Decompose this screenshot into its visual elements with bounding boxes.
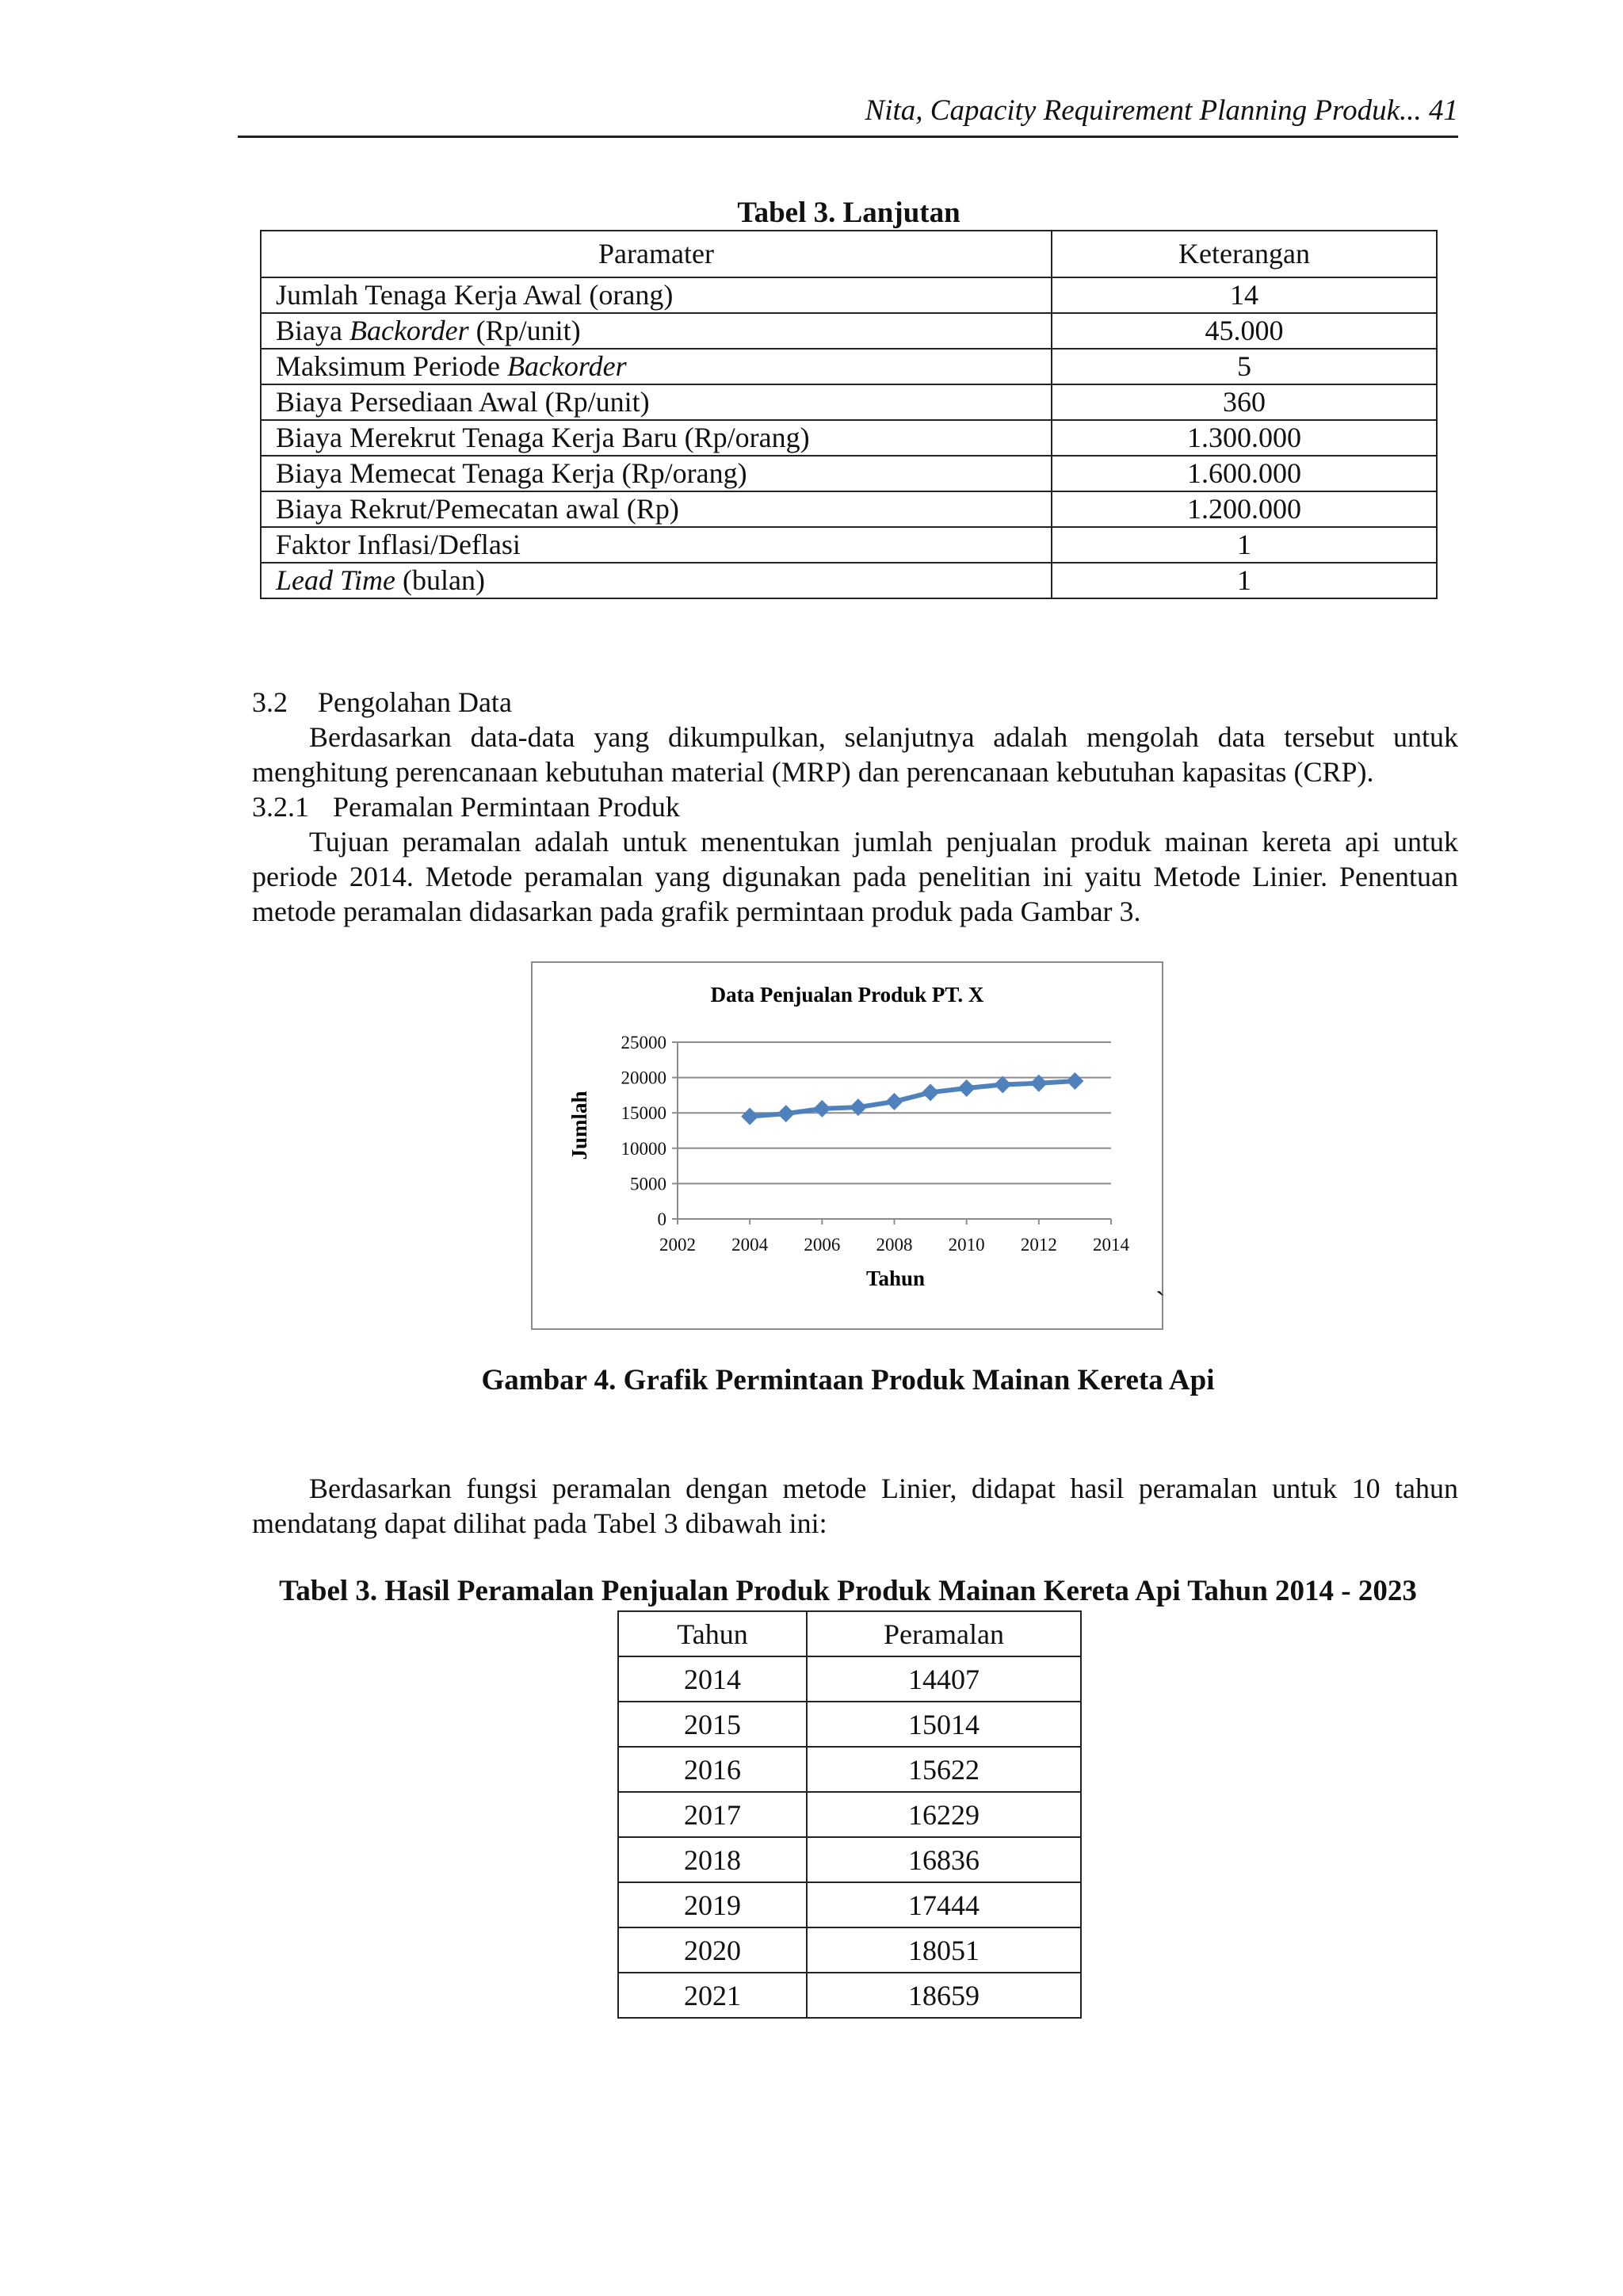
running-header xyxy=(238,94,1458,128)
table-row xyxy=(618,1927,1081,1973)
table-row xyxy=(261,456,1437,491)
paragraph-3-text: Berdasarkan fungsi peramalan dengan metode Linier, didapat hasil peramalan untuk 10 tahun mendatang dapat dilihat pada Tabel 3 dibawah ini: xyxy=(252,1473,1458,1539)
year-cell: 2014 xyxy=(618,1656,807,1702)
parameter-term: Backorder xyxy=(349,315,469,346)
data-point xyxy=(777,1105,795,1122)
data-point xyxy=(922,1083,939,1101)
data-point xyxy=(886,1093,903,1110)
parameter-text: Biaya Rekrut/Pemecatan awal (Rp) xyxy=(276,493,679,525)
data-point xyxy=(741,1108,758,1125)
parameter-cell xyxy=(261,349,1052,384)
x-tick-label: 2006 xyxy=(804,1235,841,1255)
page-number: 41 xyxy=(1429,94,1458,127)
forecast-table xyxy=(617,1610,1082,2019)
parameter-cell xyxy=(261,277,1052,313)
table-row xyxy=(618,1882,1081,1927)
forecast-cell: 14407 xyxy=(807,1656,1081,1702)
year-cell: 2021 xyxy=(618,1973,807,2018)
header-rule xyxy=(238,136,1458,138)
forecast-cell: 18659 xyxy=(807,1973,1081,2018)
table-row xyxy=(261,420,1437,456)
forecast-cell: 16836 xyxy=(807,1837,1081,1882)
table-row xyxy=(261,277,1437,313)
column-header: Tahun xyxy=(618,1611,807,1656)
value-cell: 1.300.000 xyxy=(1052,420,1437,456)
paragraph-2 xyxy=(252,824,1458,929)
parameter-term: Lead Time xyxy=(276,564,396,596)
x-tick-label: 2010 xyxy=(948,1235,985,1255)
y-tick-label: 10000 xyxy=(621,1138,666,1159)
value-cell: 1.200.000 xyxy=(1052,491,1437,527)
paragraph-2-text: Tujuan peramalan adalah untuk menentukan jumlah penjualan produk mainan kereta api untuk periode 2014. Metode peramalan yang digunakan pada penelitian ini yaitu Metode Linier. Penentuan metode peramalan didasarkan pada grafik permintaan produk pada Gambar 3. xyxy=(252,826,1458,927)
forecast-cell: 15014 xyxy=(807,1702,1081,1747)
parameter-cell xyxy=(261,384,1052,420)
value-cell: 1 xyxy=(1052,563,1437,598)
y-tick-label: 25000 xyxy=(621,1033,666,1052)
x-tick-label: 2008 xyxy=(876,1235,913,1255)
parameter-term: Backorder xyxy=(506,350,627,382)
data-point xyxy=(1066,1072,1083,1090)
year-cell: 2018 xyxy=(618,1837,807,1882)
stray-mark: ` xyxy=(1155,1286,1165,1317)
year-cell: 2016 xyxy=(618,1747,807,1792)
value-cell: 360 xyxy=(1052,384,1437,420)
table-row xyxy=(261,527,1437,563)
year-cell: 2019 xyxy=(618,1882,807,1927)
table-row xyxy=(618,1837,1081,1882)
table-header-row xyxy=(618,1611,1081,1656)
year-cell: 2015 xyxy=(618,1702,807,1747)
x-tick-label: 2014 xyxy=(1093,1235,1129,1255)
table2-caption: Tabel 3. Hasil Peramalan Penjualan Produk Produk Mainan Kereta Api Tahun 2014 - 2023 xyxy=(279,1575,1417,1607)
column-header: Peramalan xyxy=(807,1611,1081,1656)
parameter-text: Biaya Persediaan Awal (Rp/unit) xyxy=(276,386,650,418)
parameter-cell xyxy=(261,313,1052,349)
table-row xyxy=(261,349,1437,384)
parameter-cell xyxy=(261,420,1052,456)
table-row xyxy=(618,1702,1081,1747)
forecast-cell: 15622 xyxy=(807,1747,1081,1792)
data-point xyxy=(958,1079,976,1097)
table-row xyxy=(618,1792,1081,1837)
parameter-cell xyxy=(261,491,1052,527)
value-cell: 1.600.000 xyxy=(1052,456,1437,491)
parameter-text: Biaya xyxy=(276,315,349,346)
y-tick-label: 0 xyxy=(657,1209,666,1229)
paragraph-1-text: Berdasarkan data-data yang dikumpulkan, selanjutnya adalah mengolah data tersebut untuk menghitung perencanaan kebutuhan material (MRP) dan perencanaan kebutuhan kapasitas (CRP). xyxy=(252,721,1458,788)
value-cell: 14 xyxy=(1052,277,1437,313)
table-row xyxy=(261,384,1437,420)
y-axis-label: Jumlah xyxy=(567,1091,591,1160)
year-cell: 2017 xyxy=(618,1792,807,1837)
table-row xyxy=(261,563,1437,598)
subsection-title: Peramalan Permintaan Produk xyxy=(333,791,680,823)
table-row xyxy=(618,1747,1081,1792)
parameter-text: Biaya Merekrut Tenaga Kerja Baru (Rp/orang) xyxy=(276,422,810,453)
table-row xyxy=(261,313,1437,349)
parameter-cell xyxy=(261,456,1052,491)
chart-frame xyxy=(531,961,1163,1330)
figure-caption: Gambar 4. Grafik Permintaan Produk Mainan Kereta Api xyxy=(481,1364,1215,1396)
y-tick-label: 20000 xyxy=(621,1068,666,1088)
parameter-text: Jumlah Tenaga Kerja Awal (orang) xyxy=(276,279,674,311)
series-line xyxy=(750,1081,1075,1117)
paragraph-1 xyxy=(252,720,1458,789)
subsection-number: 3.2.1 xyxy=(252,791,309,823)
parameter-text: Biaya Memecat Tenaga Kerja (Rp/orang) xyxy=(276,457,747,489)
data-point xyxy=(813,1100,831,1117)
value-cell: 45.000 xyxy=(1052,313,1437,349)
value-cell: 5 xyxy=(1052,349,1437,384)
running-title: Nita, Capacity Requirement Planning Produk... xyxy=(865,94,1422,127)
table-row xyxy=(261,491,1437,527)
parameter-unit: (Rp/unit) xyxy=(468,315,581,346)
section-title: Pengolahan Data xyxy=(318,686,512,718)
subsection-heading xyxy=(252,789,680,824)
data-point xyxy=(994,1076,1011,1094)
column-header: Keterangan xyxy=(1052,231,1437,277)
table-header-row xyxy=(261,231,1437,277)
table1-caption: Tabel 3. Lanjutan xyxy=(737,197,960,229)
section-number: 3.2 xyxy=(252,686,288,718)
paragraph-3 xyxy=(252,1471,1458,1541)
x-axis-label: Tahun xyxy=(865,1266,926,1290)
x-tick-label: 2004 xyxy=(731,1235,769,1255)
table-row xyxy=(618,1973,1081,2018)
table-row xyxy=(618,1656,1081,1702)
x-tick-label: 2012 xyxy=(1020,1235,1057,1255)
x-tick-label: 2002 xyxy=(659,1235,696,1255)
parameter-text: Maksimum Periode xyxy=(276,350,507,382)
parameter-text: Faktor Inflasi/Deflasi xyxy=(276,529,521,560)
section-heading xyxy=(252,685,512,720)
value-cell: 1 xyxy=(1052,527,1437,563)
year-cell: 2020 xyxy=(618,1927,807,1973)
parameter-cell xyxy=(261,563,1052,598)
column-header: Paramater xyxy=(261,231,1052,277)
line-chart xyxy=(533,963,1162,1328)
y-tick-label: 15000 xyxy=(621,1103,666,1124)
chart-title: Data Penjualan Produk PT. X xyxy=(710,983,984,1007)
y-tick-label: 5000 xyxy=(630,1174,666,1194)
parameter-cell xyxy=(261,527,1052,563)
forecast-cell: 18051 xyxy=(807,1927,1081,1973)
forecast-cell: 17444 xyxy=(807,1882,1081,1927)
parameter-table xyxy=(260,230,1438,599)
parameter-unit: (bulan) xyxy=(395,564,485,596)
forecast-cell: 16229 xyxy=(807,1792,1081,1837)
